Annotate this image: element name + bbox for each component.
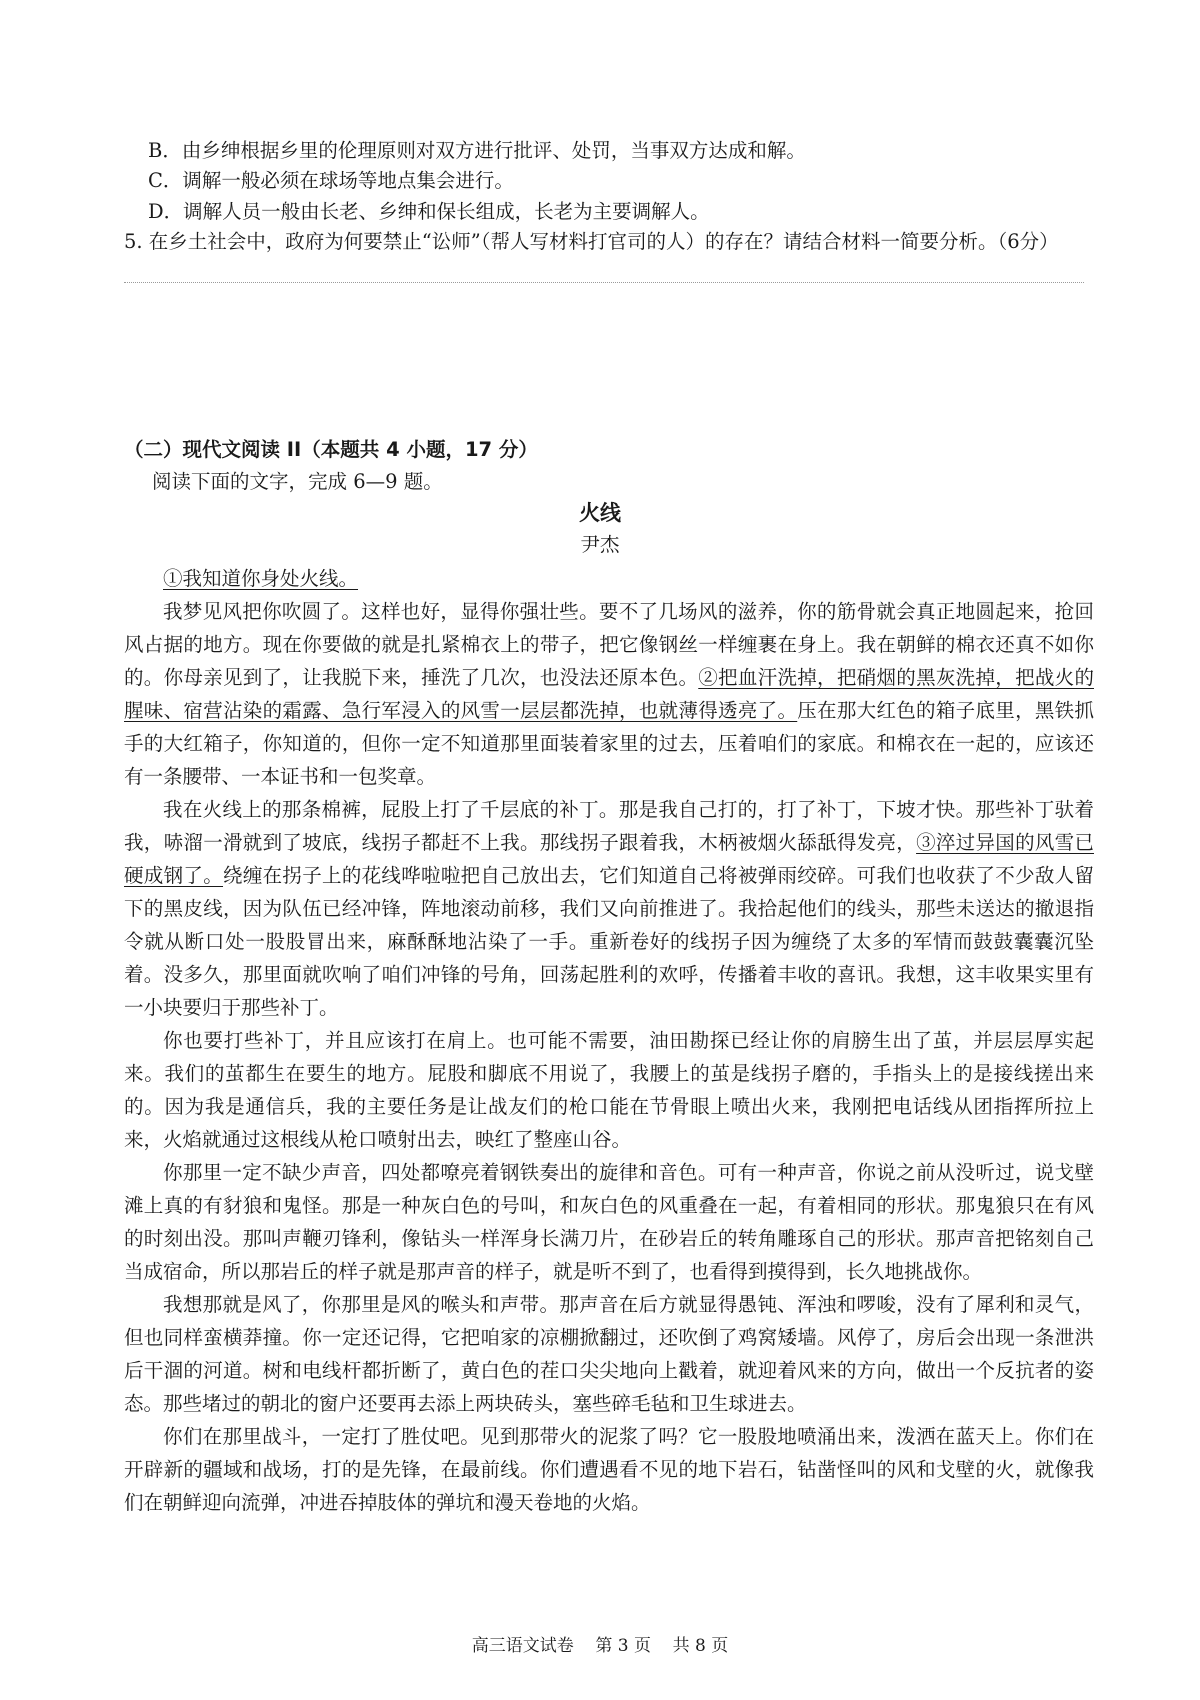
option-b: B．由乡绅根据乡里的伦理原则对双方进行批评、处罚，当事双方达成和解。 bbox=[148, 139, 806, 162]
paragraph-1 bbox=[124, 562, 1094, 595]
underlined-sentence-1: ①我知道你身处火线。 bbox=[163, 567, 359, 590]
paragraph-7: 你们在那里战斗，一定打了胜仗吧。见到那带火的泥浆了吗？它一股股地喷涌出来，泼洒在蓝天上。你们在开辟新的疆域和战场，打的是先锋，在最前线。你们遭遇看不见的地下岩石，钻凿怪叫的风和戈壁的火，就像我们在朝鲜迎向流弹，冲进吞掉肢体的弹坑和漫天卷地的火焰。 bbox=[124, 1425, 1094, 1514]
paragraph-3 bbox=[124, 793, 1094, 1024]
paragraph-2-text-a: 我梦见风把你吹圆了。这样也好，显得你强壮些。要不了几场风的滋养，你的筋骨就会真正地圆起来，抢回风占据的地方。现在你要做的就是扎紧棉衣上的带子，把它像钢丝一样缠裹在身上。我在朝鲜的棉衣还真不如你的。你母亲见到了，让我脱下来，捶洗了几次，也没法还原本色。 bbox=[124, 600, 1094, 689]
paragraph-6: 我想那就是风了，你那里是风的喉头和声带。那声音在后方就显得愚钝、浑浊和啰唆，没有了犀利和灵气，但也同样蛮横莽撞。你一定还记得，它把咱家的凉棚掀翻过，还吹倒了鸡窝矮墙。风停了，房后会出现一条泄洪后干涸的河道。树和电线杆都折断了，黄白色的茬口尖尖地向上戳着，就迎着风来的方向，做出一个反抗者的姿态。那些堵过的朝北的窗户还要再去添上两块砖头，塞些碎毛毡和卫生球进去。 bbox=[124, 1293, 1094, 1415]
article-author: 尹杰 bbox=[580, 533, 620, 556]
paragraph-3-text-a: 我在火线上的那条棉裤，屁股上打了千层底的补丁。那是我自己打的，打了补丁，下坡才快。那些补丁驮着我，哧溜一滑就到了坡底，线拐子都赶不上我。那线拐子跟着我，木柄被烟火舔舐得发亮， bbox=[124, 798, 1094, 854]
underlined-sentence-3: ③淬过异国的风雪已硬成钢了。 bbox=[124, 831, 1094, 887]
section-heading: （二）现代文阅读 II（本题共 4 小题，17 分） bbox=[124, 438, 538, 461]
section-instruction: 阅读下面的文字，完成 6—9 题。 bbox=[152, 470, 443, 493]
paragraph-4: 你也要打些补丁，并且应该打在肩上。也可能不需要，油田勘探已经让你的肩膀生出了茧，并层层厚实起来。我们的茧都生在要生的地方。屁股和脚底不用说了，我腰上的茧是线拐子磨的，手指头上的是接线搓出来的。因为我是通信兵，我的主要任务是让战友们的枪口能在节骨眼上喷出火来，我刚把电话线从团指挥所拉上来，火焰就通过这根线从枪口喷射出去，映红了整座山谷。 bbox=[124, 1029, 1094, 1151]
underlined-sentence-2: ②把血汗洗掉，把硝烟的黑灰洗掉，把战火的腥味、宿营沾染的霜露、急行军浸入的风雪一层层都洗掉，也就薄得透亮了。 bbox=[124, 666, 1094, 722]
paragraph-5: 你那里一定不缺少声音，四处都嘹亮着钢铁奏出的旋律和音色。可有一种声音，你说之前从没听过，说戈壁滩上真的有豺狼和鬼怪。那是一种灰白色的号叫，和灰白色的风重叠在一起，有着相同的形状。那鬼狼只在有风的时刻出没。那叫声鞭刃锋利，像钻头一样浑身长满刀片，在砂岩丘的转角雕琢自己的形状。那声音把铭刻自己当成宿命，所以那岩丘的样子就是那声音的样子，就是听不到了，也看得到摸得到，长久地挑战你。 bbox=[124, 1161, 1094, 1283]
option-c: C．调解一般必须在球场等地点集会进行。 bbox=[148, 169, 514, 192]
question-5: 5. 在乡土社会中，政府为何要禁止“讼师”（帮人写材料打官司的人）的存在？请结合材料一简要分析。（6分） bbox=[124, 230, 1059, 253]
article-body bbox=[124, 562, 1094, 1519]
paragraph-2 bbox=[124, 595, 1094, 793]
paragraph-2-text-b: 压在那大红色的箱子底里，黑铁抓手的大红箱子，你知道的，但你一定不知道那里面装着家里的过去，压着咱们的家底。和棉衣在一起的，应该还有一条腰带、一本证书和一包奖章。 bbox=[124, 699, 1094, 788]
option-d: D．调解人员一般由长老、乡绅和保长组成，长老为主要调解人。 bbox=[148, 200, 710, 223]
article-title: 火线 bbox=[579, 501, 621, 525]
page-footer: 高三语文试卷 第 3 页 共 8 页 bbox=[471, 1636, 729, 1656]
answer-line bbox=[124, 282, 1084, 283]
paragraph-3-text-b: 绕缠在拐子上的花线哗啦啦把自己放出去，它们知道自己将被弹雨绞碎。可我们也收获了不少敌人留下的黑皮线，因为队伍已经冲锋，阵地滚动前移，我们又向前推进了。我拾起他们的线头，那些未送达的撤退指令就从断口处一股股冒出来，麻酥酥地沾染了一手。重新卷好的线拐子因为缠绕了太多的军情而鼓鼓囊囊沉坠着。没多久，那里面就吹响了咱们冲锋的号角，回荡起胜利的欢呼，传播着丰收的喜讯。我想，这丰收果实里有一小块要归于那些补丁。 bbox=[124, 864, 1094, 1019]
